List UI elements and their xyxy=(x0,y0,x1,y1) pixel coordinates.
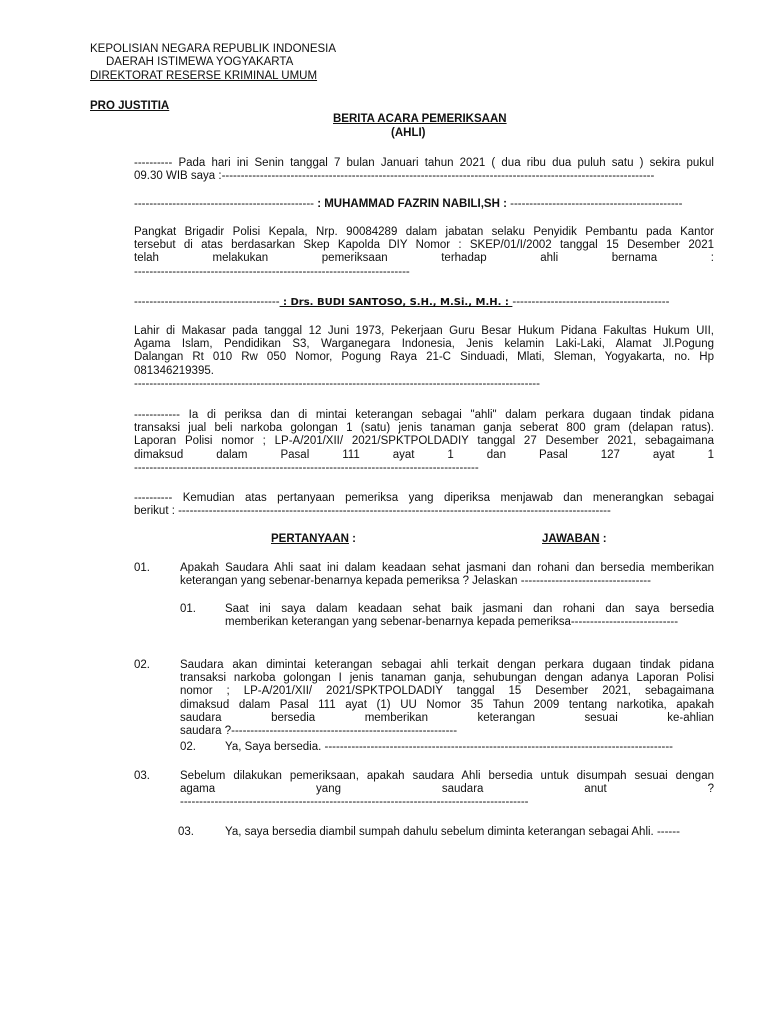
spread-word: Pasal xyxy=(280,448,310,461)
answer-number: 03. xyxy=(178,826,194,838)
question-heading-label: PERTANYAAN xyxy=(271,533,349,545)
spread-word: Pasal xyxy=(538,448,568,461)
question-number: 02. xyxy=(134,659,150,671)
question-row: Saudara akan dimintai keterangan sebagai ahli terkait dengan perkara dugaan tindak pidana xyxy=(180,659,714,671)
examiner-line xyxy=(134,198,714,211)
question-row-spread xyxy=(180,783,714,796)
case-row-spread xyxy=(134,449,714,462)
bio-row: Agama Islam, Pendidikan S3, Warganegara Indonesia, Jenis kelamin Laki-Laki, Alamat Jl.Pogung xyxy=(134,338,714,351)
spread-word: 127 xyxy=(600,448,620,461)
question-row: keterangan yang sebenar-benarnya kepada pemeriksa ? Jelaskan ---------------------------------- xyxy=(180,575,651,588)
question-heading-colon: : xyxy=(348,533,356,545)
question-1-text xyxy=(180,562,714,588)
spread-word: saudara xyxy=(441,783,484,796)
rank-row-spread xyxy=(134,252,714,265)
spread-word: 1 xyxy=(707,448,714,461)
expert-name: : Drs. BUDI SANTOSO, S.H., M.Si., M.H. : xyxy=(279,297,513,308)
case-row: ------------ Ia di periksa dan di mintai keterangan sebagai "ahli" dalam perkara dugaan tindak pidana xyxy=(134,409,714,421)
question-row: ------------------------------------------------------------------------------------------- xyxy=(180,796,529,809)
rank-row: ------------------------------------------------------------------------ xyxy=(134,265,410,278)
case-row: transaksi jual beli narkoba golongan 1 (satu) jenis tanaman ganja seberat 800 gram (delapan ratus). xyxy=(134,422,714,435)
question-row-spread xyxy=(180,712,714,725)
spread-word: 111 xyxy=(342,448,360,461)
bio-paragraph xyxy=(134,325,714,391)
question-column-heading xyxy=(271,533,356,546)
dash-fill: ----------------------------------------- xyxy=(512,296,670,308)
document-title: BERITA ACARA PEMERIKSAAN xyxy=(333,113,507,125)
header-line-1: KEPOLISIAN NEGARA REPUBLIK INDONESIA xyxy=(90,43,337,55)
answer-number: 02. xyxy=(180,741,196,753)
case-row: Laporan Polisi nomor ; LP-A/201/XII/ 2021/SPKTPOLDADIY tanggal 27 Desember 2021, sebagaimana xyxy=(134,435,714,448)
spread-word: saudara xyxy=(180,711,222,724)
spread-word: pemeriksaan xyxy=(321,252,388,265)
question-row: dimaksud dalam Pasal 111 ayat (1) UU Nomor 35 Tahun 2009 tentang narkotika, apakah xyxy=(180,698,714,711)
question-row: saudara ?----------------------------------------------------------- xyxy=(180,725,458,738)
bio-row: Dalangan Rt 010 Rw 050 Nomor, Pogung Raya 21-C Sinduadi, Mlati, Sleman, Yogyakarta, no. Hp xyxy=(134,351,714,364)
spread-word: ahli xyxy=(540,252,559,265)
examiner-name: : MUHAMMAD FAZRIN NABILI,SH : xyxy=(314,198,511,210)
document-subtitle: (AHLI) xyxy=(391,127,426,139)
spread-word: ke-ahlian xyxy=(667,711,714,724)
spread-word: memberikan xyxy=(364,711,428,724)
answer-3-text: Ya, saya bersedia diambil sumpah dahulu sebelum diminta keterangan sebagai Ahli. ------ xyxy=(225,826,680,838)
pro-justitia: PRO JUSTITIA xyxy=(90,100,170,112)
spread-word: melakukan xyxy=(212,252,269,265)
answer-heading-colon: : xyxy=(599,533,607,545)
bio-row: 081346219395. xyxy=(134,364,214,377)
spread-word: bernama xyxy=(611,252,658,265)
spread-word: : xyxy=(710,252,714,265)
opening-row: ---------- Pada hari ini Senin tanggal 7 bulan Januari tahun 2021 ( dua ribu dua puluh satu ) sekira pukul xyxy=(134,157,714,169)
opening-paragraph xyxy=(134,157,714,183)
header-line-3: DIREKTORAT RESERSE KRIMINAL UMUM xyxy=(90,70,318,82)
rank-row: Pangkat Brigadir Polisi Kepala, Nrp. 90084289 dalam jabatan selaku Penyidik Pembantu pada Kantor xyxy=(134,226,714,238)
expert-line xyxy=(134,296,714,309)
bio-row: Lahir di Makasar pada tanggal 12 Juni 1973, Pekerjaan Guru Besar Hukum Pidana Fakultas Hukum UII, xyxy=(134,325,714,337)
spread-word: terhadap xyxy=(441,252,487,265)
opening-row: 09.30 WIB saya :----------------------------------------------------------------------------------------------------------------- xyxy=(134,170,655,183)
question-3-text xyxy=(180,770,714,810)
dash-fill: --------------------------------------------- xyxy=(510,198,683,210)
case-row: ------------------------------------------------------------------------------------------ xyxy=(134,461,479,474)
question-number: 03. xyxy=(134,770,150,782)
spread-word: ayat xyxy=(392,448,415,461)
spread-word: keterangan xyxy=(477,711,536,724)
answer-2-text: Ya, Saya bersedia. ------------------------------------------------------------------------------------------- xyxy=(225,741,674,753)
spread-word: sesuai xyxy=(584,711,618,724)
rank-paragraph xyxy=(134,226,714,279)
answer-heading-label: JAWABAN xyxy=(542,533,600,545)
spread-word: ? xyxy=(707,783,714,796)
spread-word: dalam xyxy=(216,448,248,461)
spread-word: yang xyxy=(316,783,341,796)
case-paragraph xyxy=(134,409,714,475)
dash-fill: -------------------------------------- xyxy=(134,296,280,308)
answer-number: 01. xyxy=(180,603,196,615)
answer-1-text xyxy=(225,603,714,629)
spread-word: telah xyxy=(134,252,159,265)
answer-row: Saat ini saya dalam keadaan sehat baik jasmani dan rohani dan saya bersedia xyxy=(225,603,714,615)
intro-row: berikut : ----------------------------------------------------------------------------------------------------------------- xyxy=(134,505,611,518)
bio-row: ---------------------------------------------------------------------------------------------------------- xyxy=(134,377,540,390)
question-number: 01. xyxy=(134,562,150,574)
question-row: Apakah Saudara Ahli saat ini dalam keadaan sehat jasmani dan rohani dan bersedia memberikan xyxy=(180,562,714,574)
intro-row: ---------- Kemudian atas pertanyaan pemeriksa yang diperiksa menjawab dan menerangkan sebagai xyxy=(134,492,714,504)
spread-word: ayat xyxy=(652,448,675,461)
question-2-text xyxy=(180,659,714,738)
answer-row: memberikan keterangan yang sebenar-benarnya kepada pemeriksa---------------------------- xyxy=(225,616,679,629)
question-row: nomor ; LP-A/201/XII/ 2021/SPKTPOLDADIY tanggal 15 Desember 2021, sebagaimana xyxy=(180,685,714,698)
spread-word: 1 xyxy=(447,448,454,461)
question-row: transaksi narkoba golongan I jenis tanaman ganja, sehubungan dengan adanya Laporan Polisi xyxy=(180,672,714,685)
intro-qa-paragraph xyxy=(134,492,714,518)
dash-fill: ----------------------------------------------- xyxy=(134,198,314,210)
spread-word: bersedia xyxy=(271,711,316,724)
spread-word: anut xyxy=(584,783,607,796)
spread-word: dan xyxy=(486,448,506,461)
question-row: Sebelum dilakukan pemeriksaan, apakah saudara Ahli bersedia untuk disumpah sesuai dengan xyxy=(180,770,714,782)
answer-column-heading xyxy=(542,533,607,546)
rank-row: tersebut di atas berdasarkan Skep Kapolda DIY Nomor : SKEP/01/I/2002 tanggal 15 Desember 2021 xyxy=(134,239,714,252)
spread-word: agama xyxy=(180,783,216,796)
spread-word: dimaksud xyxy=(134,448,184,461)
header-line-2: DAERAH ISTIMEWA YOGYAKARTA xyxy=(106,56,294,68)
